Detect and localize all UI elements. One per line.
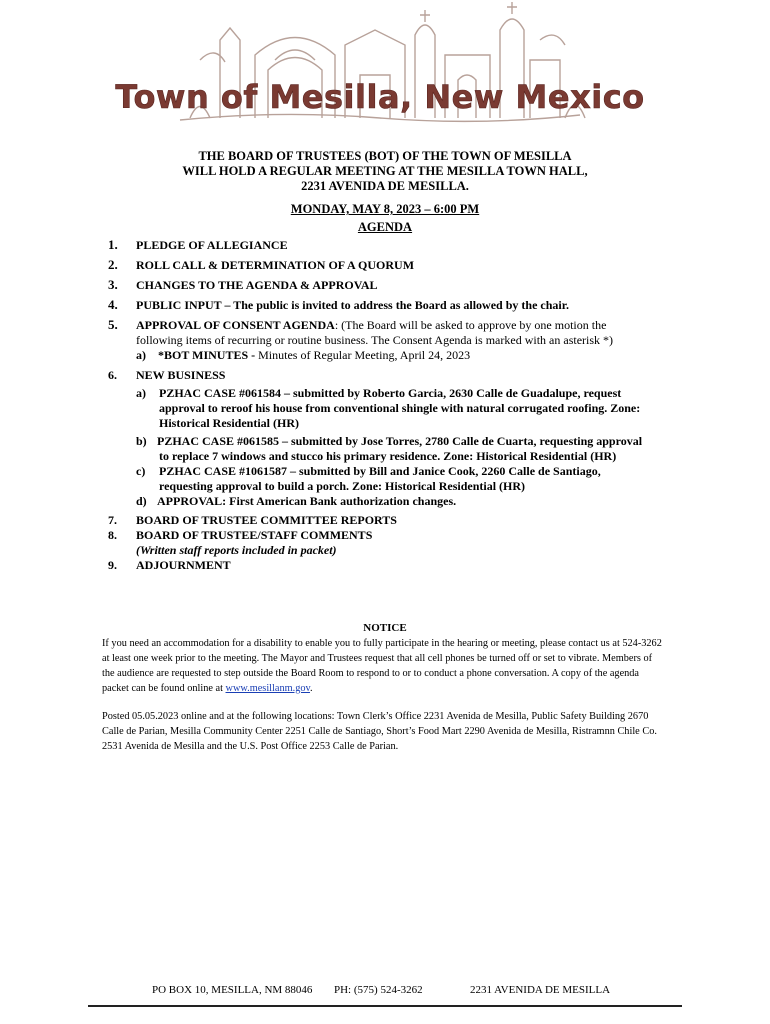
agenda-title: AGENDA (357, 220, 413, 234)
item-number: 2. (108, 257, 118, 272)
item-number: 5. (108, 317, 118, 332)
town-logo (115, 0, 645, 148)
consent-agenda-text: : (The Board will be asked to approve by one motion the (334, 318, 607, 332)
website-link[interactable]: www.mesillanm.gov (225, 683, 310, 694)
agenda-item: PUBLIC INPUT – The public is invited to address the Board as allowed by the chair. (136, 298, 569, 312)
business-line: requesting approval to build a porch. Zone: Historical Residential (HR) (159, 479, 526, 493)
subitem-label: a) (136, 348, 146, 362)
notice-line: at least one week prior to the meeting. The Mayor and Trustees request that all cell phones be turned off or set to vibrate. Members of (102, 653, 653, 664)
business-line: PZHAC CASE #061585 – submitted by Jose Torres, 2780 Calle de Cuarta, requesting approval (157, 434, 643, 448)
consent-subitem (136, 348, 470, 363)
subitem-label: d) (136, 494, 147, 508)
item-number: 4. (108, 297, 118, 312)
business-line: approval to reroof his house from conventional shingle with natural corrugated roofing. Zone: (159, 401, 641, 415)
footer-address: 2231 AVENIDA DE MESILLA (470, 984, 611, 996)
business-line: PZHAC CASE #061584 – submitted by Roberto Garcia, 2630 Calle de Guadalupe, request (159, 386, 622, 400)
posted-line: 2531 Avenida de Mesilla and the U.S. Post Office 2253 Calle de Parian. (102, 741, 399, 752)
item-number: 1. (108, 237, 118, 252)
item-number: 7. (108, 513, 117, 527)
staff-reports-note: (Written staff reports included in packet) (136, 543, 337, 557)
item-number: 6. (108, 368, 117, 382)
subitem-label: a) (136, 386, 146, 400)
notice-title: NOTICE (363, 622, 407, 634)
agenda-item: CHANGES TO THE AGENDA & APPROVAL (136, 278, 378, 292)
agenda-item: BOARD OF TRUSTEE COMMITTEE REPORTS (136, 513, 397, 527)
business-line: Historical Residential (HR) (159, 416, 299, 430)
mesilla-sketch-icon (115, 0, 645, 148)
header-line-3: 2231 AVENIDA DE MESILLA. (301, 179, 469, 193)
bot-minutes-text: Minutes of Regular Meeting, April 24, 2023 (255, 348, 471, 362)
notice-text: packet can be found online at (102, 683, 226, 694)
agenda-item (136, 318, 606, 333)
footer-divider (88, 1005, 682, 1007)
consent-agenda-label: APPROVAL OF CONSENT AGENDA (136, 318, 335, 332)
bot-minutes-label: *BOT MINUTES - (158, 348, 256, 362)
header-line-1: THE BOARD OF TRUSTEES (BOT) OF THE TOWN OF MESILLA (198, 149, 572, 163)
subitem-label: b) (136, 434, 147, 448)
agenda-item: ADJOURNMENT (136, 558, 231, 572)
item-number: 3. (108, 277, 118, 292)
agenda-item: BOARD OF TRUSTEE/STAFF COMMENTS (136, 528, 373, 542)
notice-text: . (309, 683, 313, 694)
footer-phone: PH: (575) 524-3262 (334, 984, 423, 996)
business-line: APPROVAL: First American Bank authorization changes. (157, 494, 457, 508)
meeting-date: MONDAY, MAY 8, 2023 – 6:00 PM (290, 202, 480, 216)
item-number: 8. (108, 528, 117, 542)
business-line: to replace 7 windows and stucco his primary residence. Zone: Historical Residential (HR) (159, 449, 617, 463)
agenda-item-continued: following items of recurring or routine business. The Consent Agenda is marked with an asterisk *) (136, 333, 614, 347)
agenda-item: NEW BUSINESS (136, 368, 226, 382)
header-line-2: WILL HOLD A REGULAR MEETING AT THE MESILLA TOWN HALL, (182, 164, 588, 178)
notice-line (102, 681, 722, 696)
posted-line: Posted 05.05.2023 online and at the following locations: Town Clerk’s Office 2231 Avenida de Mesilla, Public Safety Building 2670 (102, 711, 649, 722)
agenda-item: PLEDGE OF ALLEGIANCE (136, 238, 288, 252)
notice-line: the audience are requested to step outside the Board Room to respond to or to conduct a phone conversation. A copy of the agenda (102, 668, 640, 679)
subitem-label: c) (136, 464, 146, 478)
posted-line: Calle de Parian, Mesilla Community Center 2251 Calle de Santiago, Short’s Food Mart 2290 Avenida de Mesilla, Ristramnn Chile Co. (102, 726, 657, 737)
item-number: 9. (108, 558, 117, 572)
footer-po-box: PO BOX 10, MESILLA, NM 88046 (152, 984, 313, 996)
business-line: PZHAC CASE #1061587 – submitted by Bill and Janice Cook, 2260 Calle de Santiago, (159, 464, 601, 478)
agenda-item: ROLL CALL & DETERMINATION OF A QUORUM (136, 258, 415, 272)
logo-title: Town of Mesilla, New Mexico (115, 78, 645, 116)
notice-line: If you need an accommodation for a disability to enable you to fully participate in the hearing or meeting, please contact us at 524-3262 (102, 638, 662, 649)
